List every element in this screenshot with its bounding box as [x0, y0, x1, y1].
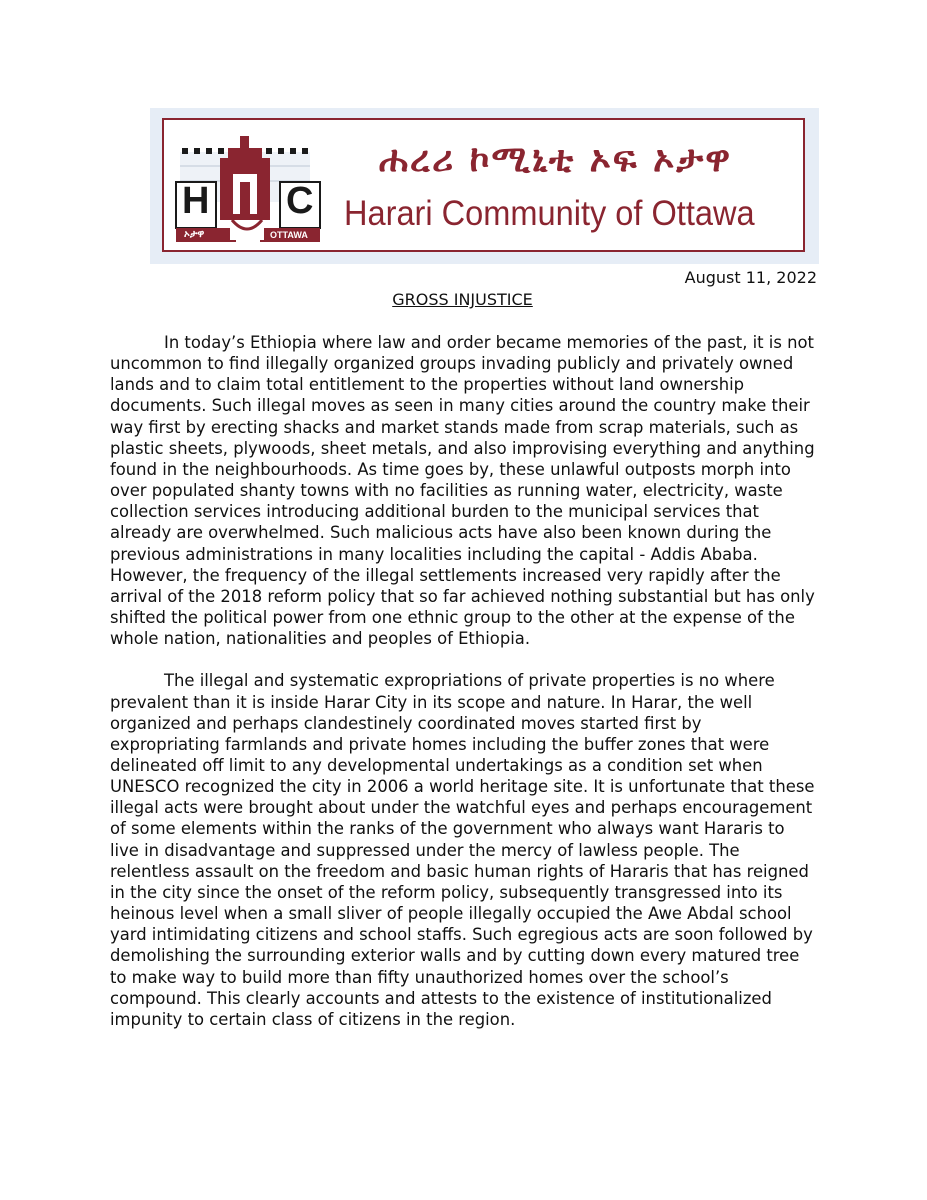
- letterhead-banner: [150, 108, 819, 264]
- letter-title: [0, 290, 927, 309]
- logo-sub-amharic: ኦታዋ: [184, 229, 205, 240]
- logo-letter-h: H: [182, 180, 210, 222]
- letterhead-frame: [162, 118, 805, 252]
- hco-logo: [170, 126, 325, 244]
- letter-body: [110, 332, 815, 1051]
- body-paragraph-2: The illegal and systematic expropriations of private properties is no where prevalent than it is inside Harar City in its scope and nature. In Harar, the well organized and perhaps clandestinely coordinated moves started first by expropriating farmlands and private homes including the buffer zones that were delineated off limit to any developmental undertakings as a condition set when UNESCO recognized the city in 2006 a world heritage site. It is unfortunate that these illegal acts were brought about under the watchful eyes and perhaps encouragement of some elements within the ranks of the government who always want Hararis to live in disadvantage and suppressed under the mercy of lawless people. The relentless assault on the freedom and basic human rights of Hararis that has reigned in the city since the onset of the reform policy, subsequently transgressed into its heinous level when a small sliver of people illegally occupied the Awe Abdal school yard intimidating citizens and school staffs. Such egregious acts are soon followed by demolishing the surrounding exterior walls and by cutting down every matured tree to make way to build more than fifty unauthorized homes over the school’s compound. This clearly accounts and attests to the existence of institutionalized impunity to certain class of citizens in the region.: [110, 671, 815, 1029]
- letter-date: August 11, 2022: [684, 268, 817, 287]
- logo-sub-ottawa: OTTAWA: [270, 230, 308, 240]
- letter-title-text: GROSS INJUSTICE: [392, 290, 533, 309]
- org-name-english: Harari Community of Ottawa: [344, 194, 755, 233]
- org-name-amharic: ሐረሪ ኮሚኒቲ ኦፍ ኦታዋ: [379, 138, 732, 180]
- logo-letter-c: C: [286, 180, 314, 222]
- body-paragraph-1: In today’s Ethiopia where law and order became memories of the past, it is not uncommon to find illegally organized groups invading publicly and privately owned lands and to claim total entitlement to the properties without land ownership documents. Such illegal moves as seen in many cities around the country make their way first by erecting shacks and market stands made from scrap materials, such as plastic sheets, plywoods, sheet metals, and also improvising everything and anything found in the neighbourhoods. As time goes by, these unlawful outposts morph into over populated shanty towns with no facilities as running water, electricity, waste collection services introducing additional burden to the municipal services that already are overwhelmed. Such malicious acts have also been known during the previous administrations in many localities including the capital - Addis Ababa. However, the frequency of the illegal settlements increased very rapidly after the arrival of the 2018 reform policy that so far achieved nothing substantial but has only shifted the political power from one ethnic group to the other at the expense of the whole nation, nationalities and peoples of Ethiopia.: [110, 333, 815, 649]
